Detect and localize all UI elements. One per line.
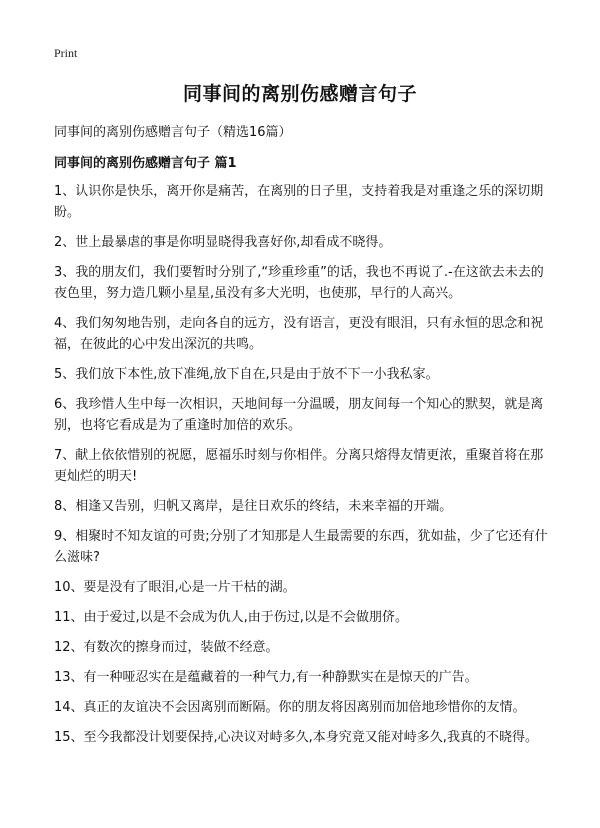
list-item: 9、相聚时不知友谊的可贵;分别了才知那是人生最需要的东西，犹如盐，少了它还有什么滋味?	[54, 529, 548, 565]
list-item: 7、献上依依惜别的祝愿，愿福乐时刻与你相伴。分离只熔得友情更浓，重聚首将在那更灿烂的明天!	[54, 448, 544, 484]
list-item: 4、我们匆匆地告别，走向各自的远方，没有语言，更没有眼泪，只有永恒的思念和祝福，在彼此的心中发出深沉的共鸣。	[54, 316, 544, 352]
list-item: 1、认识你是快乐，离开你是痛苦，在离别的日子里，支持着我是对重逢之乐的深切期盼。	[54, 184, 544, 220]
list-item: 10、要是没有了眼泪,心是一片干枯的湖。	[54, 580, 296, 595]
list-item: 8、相逢又告别，归帆又离岸，是往日欢乐的终结，未来幸福的开端。	[54, 499, 453, 514]
list-item: 15、至今我都没计划要保持,心决议对峙多久,本身究竟又能对峙多久,我真的不晓得。	[54, 730, 538, 745]
list-item: 6、我珍惜人生中每一次相识，天地间每一分温暖，朋友间每一个知心的默契，就是离别，也将它看成是为了重逢时加倍的欢乐。	[54, 397, 544, 433]
list-item: 11、由于爱过,以是不会成为仇人,由于伤过,以是不会做朋侪。	[54, 610, 408, 625]
list-item: 3、我的朋友们，我们要暂时分别了,“珍重珍重”的话，我也不再说了.-在这欲去未去的夜色里，努力造几颗小星星,虽没有多大光明，也使那，早行的人高兴。	[54, 265, 544, 301]
section-heading: 同事间的离别伤感赠言句子 篇1	[54, 156, 237, 171]
page-title: 同事间的离别伤感赠言句子	[182, 83, 417, 105]
list-item: 14、真正的友谊决不会因离别而断隔。你的朋友将因离别而加倍地珍惜你的友情。	[54, 700, 526, 715]
document-subtitle: 同事间的离别伤感赠言句子（精选16篇）	[54, 125, 292, 140]
list-item: 12、有数次的擦身而过，装做不经意。	[54, 640, 279, 655]
list-item: 13、有一种哑忍实在是蕴藏着的一种气力,有一种静默实在是惊天的广告。	[54, 670, 478, 685]
print-label: Print	[54, 46, 78, 60]
quote-list	[54, 181, 548, 757]
list-item: 2、世上最暴虐的事是你明显晓得我喜好你,却看成不晓得。	[54, 235, 392, 250]
list-item: 5、我们放下本性,放下准绳,放下自在,只是由于放不下一小我私家。	[54, 367, 439, 382]
